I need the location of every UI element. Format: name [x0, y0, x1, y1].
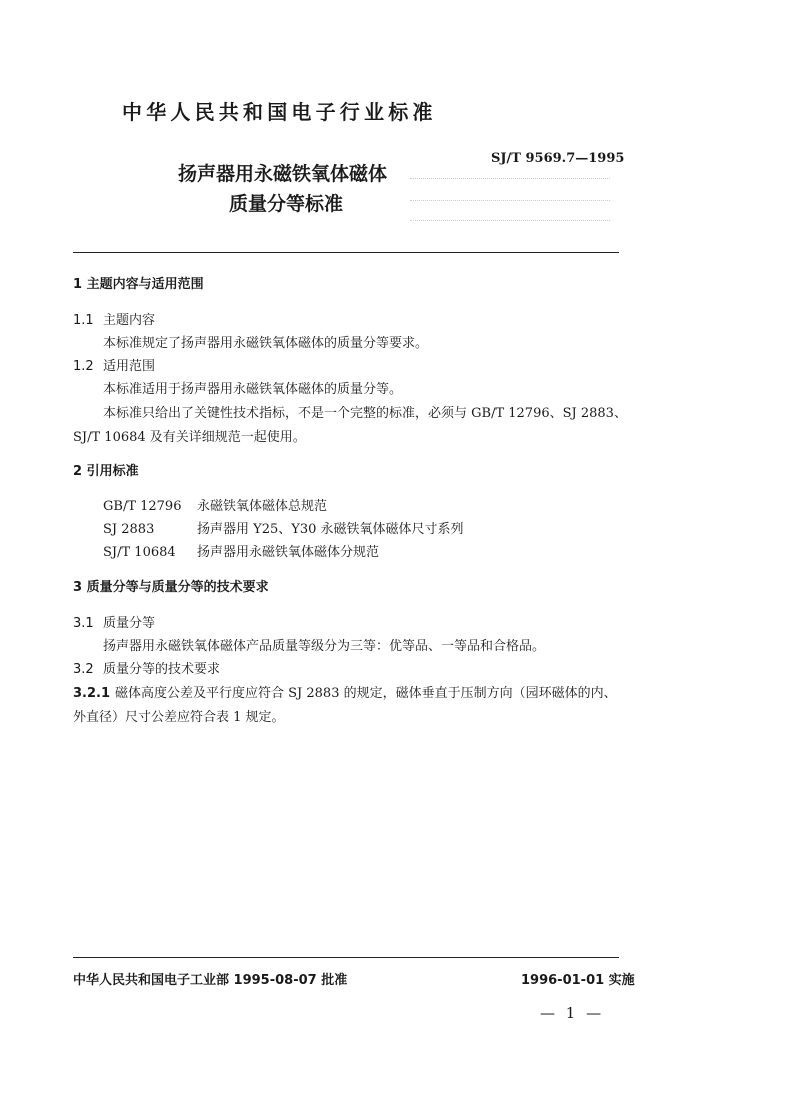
- header-divider: [73, 252, 619, 253]
- reference-item: [103, 541, 379, 560]
- approval-line: 中华人民共和国电子工业部 1995-08-07 批准: [73, 973, 348, 988]
- clause-text: 磁体高度公差及平行度应符合 SJ 2883 的规定，磁体垂直于压制方向（园环磁体的内、: [115, 686, 617, 701]
- section-number: 1.2: [73, 359, 94, 374]
- scan-artifact: [410, 220, 610, 221]
- paragraph-continuation: SJ/T 10684 及有关详细规范一起使用。: [73, 430, 306, 445]
- section-number: 3.2: [73, 662, 94, 677]
- section-3-1-heading: [73, 612, 155, 631]
- section-2-heading: 2 引用标准: [73, 464, 139, 479]
- document-title-line-1: 扬声器用永磁铁氧体磁体: [178, 163, 388, 185]
- paragraph: 本标准只给出了关键性技术指标，不是一个完整的标准，必须与 GB/T 12796、SJ 2883、: [103, 406, 627, 421]
- section-3-heading: 3 质量分等与质量分等的技术要求: [73, 580, 269, 595]
- section-title: 适用范围: [103, 359, 156, 374]
- section-number: 1.1: [73, 313, 94, 328]
- reference-code: SJ 2883: [103, 522, 155, 537]
- reference-item: [103, 518, 464, 537]
- section-title: 主题内容: [103, 313, 156, 328]
- reference-title: 扬声器用永磁铁氧体磁体分规范: [197, 545, 380, 560]
- standard-code: SJ/T 9569.7—1995: [491, 151, 625, 166]
- clause-3-2-1: [73, 682, 617, 701]
- paragraph-continuation: 外直径）尺寸公差应符合表 1 规定。: [73, 710, 285, 725]
- effective-date: 1996-01-01 实施: [521, 973, 635, 988]
- scan-artifact: [410, 178, 610, 179]
- page-number: — 1 —: [540, 1004, 605, 1022]
- section-1-2-heading: [73, 355, 155, 374]
- reference-title: 永磁铁氧体磁体总规范: [197, 499, 328, 514]
- footer-divider: [73, 957, 619, 958]
- section-number: 3.2.1: [73, 686, 111, 701]
- paragraph: 本标准适用于扬声器用永磁铁氧体磁体的质量分等。: [103, 382, 403, 397]
- reference-title: 扬声器用 Y25、Y30 永磁铁氧体磁体尺寸系列: [197, 522, 464, 537]
- reference-code: SJ/T 10684: [103, 545, 176, 560]
- paragraph: 扬声器用永磁铁氧体磁体产品质量等级分为三等：优等品、一等品和合格品。: [103, 639, 546, 654]
- reference-code: GB/T 12796: [103, 499, 182, 514]
- section-1-heading: 1 主题内容与适用范围: [73, 277, 204, 292]
- scan-artifact: [410, 200, 610, 201]
- document-title-line-2: 质量分等标准: [229, 193, 344, 215]
- issuing-body-heading: 中华人民共和国电子行业标准: [122, 100, 437, 124]
- paragraph: 本标准规定了扬声器用永磁铁氧体磁体的质量分等要求。: [103, 336, 429, 351]
- reference-item: [103, 495, 327, 514]
- section-3-2-heading: [73, 658, 220, 677]
- section-1-1-heading: [73, 309, 155, 328]
- section-number: 3.1: [73, 616, 94, 631]
- section-title: 质量分等: [103, 616, 156, 631]
- section-title: 质量分等的技术要求: [103, 662, 221, 677]
